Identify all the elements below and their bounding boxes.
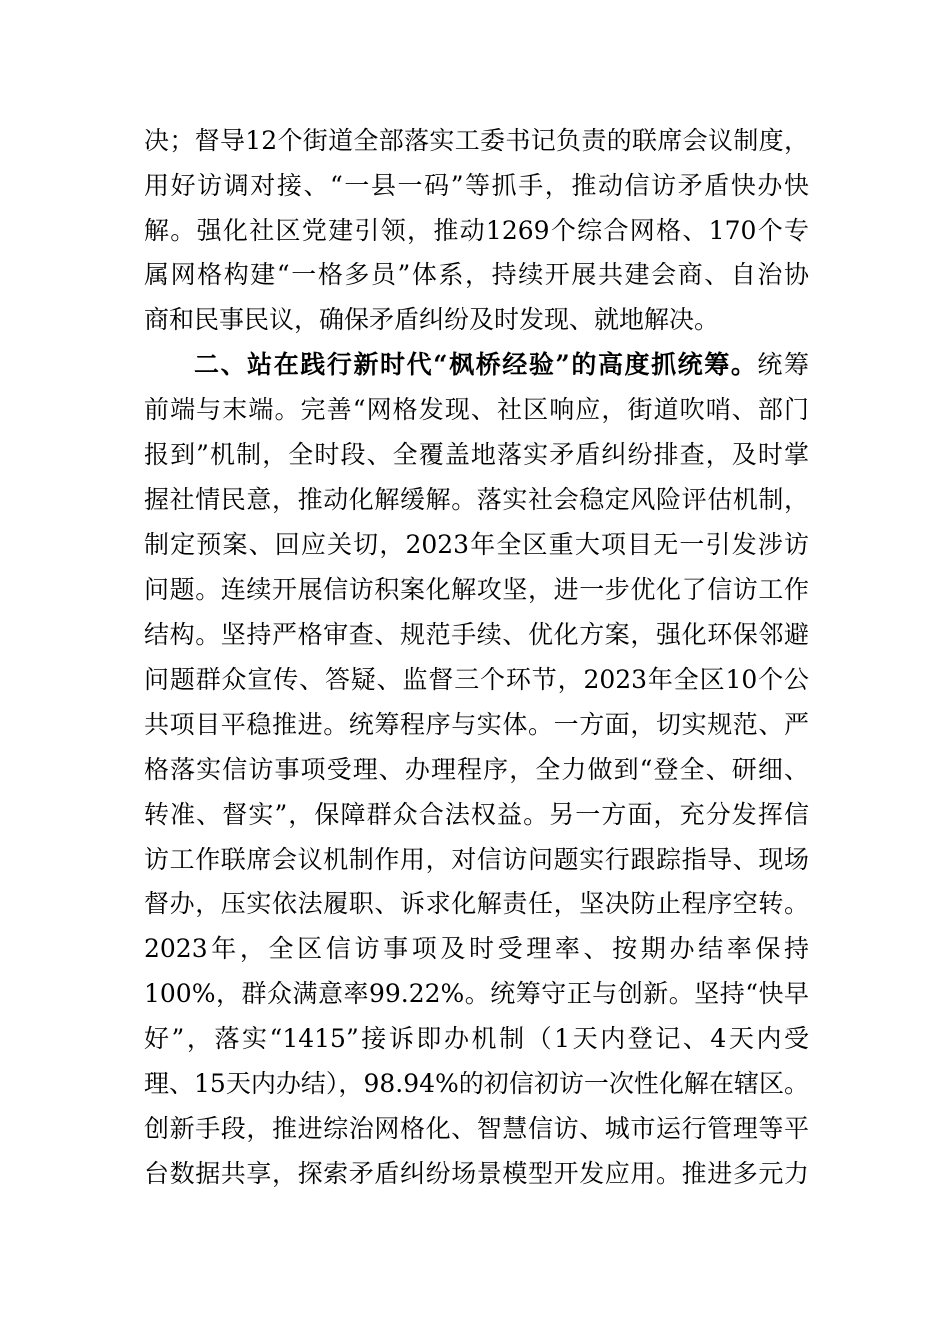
text-line: 结构。坚持严格审查、规范手续、优化方案，强化环保邻避 [144, 620, 809, 649]
text-line: 前端与末端。完善“网格发现、社区响应，街道吹哨、部门 [144, 395, 809, 424]
text-line: 问题。连续开展信访积案化解攻坚，进一步优化了信访工作 [144, 575, 809, 604]
text-line: 解。强化社区党建引领，推动1269个综合网格、170个专 [144, 216, 809, 245]
text-line: 商和民事民议，确保矛盾纠纷及时发现、就地解决。 [144, 305, 720, 334]
text-line: 创新手段，推进综治网格化、智慧信访、城市运行管理等平 [144, 1114, 809, 1143]
text-line: 转准、督实”，保障群众合法权益。另一方面，充分发挥信 [144, 800, 809, 829]
text-line: 用好访调对接、“一县一码”等抓手，推动信访矛盾快办快 [144, 171, 809, 200]
text-line: 决；督导12个街道全部落实工委书记负责的联席会议制度， [144, 126, 809, 155]
text-line: 共项目平稳推进。统筹程序与实体。一方面，切实规范、严 [144, 710, 809, 739]
section-heading: 二、站在践行新时代“枫桥经验”的高度抓统筹。 [194, 350, 758, 379]
text-line: 制定预案、回应关切，2023年全区重大项目无一引发涉访 [144, 530, 809, 559]
text-line: 好”，落实“1415”接诉即办机制（1天内登记、4天内受 [144, 1024, 809, 1053]
text-line: 100%，群众满意率99.22%。统筹守正与创新。坚持“快早 [144, 979, 809, 1008]
text-line: 握社情民意，推动化解缓解。落实社会稳定风险评估机制， [144, 485, 809, 514]
text-line: 台数据共享，探索矛盾纠纷场景模型开发应用。推进多元力 [144, 1159, 809, 1188]
text-line: 督办，压实依法履职、诉求化解责任，坚决防止程序空转。 [144, 889, 809, 918]
text-line: 属网格构建“一格多员”体系，持续开展共建会商、自治协 [144, 260, 809, 289]
text-line: 格落实信访事项受理、办理程序，全力做到“登全、研细、 [144, 755, 809, 784]
text-line: 访工作联席会议机制作用，对信访问题实行跟踪指导、现场 [144, 845, 809, 874]
text-line: 问题群众宣传、答疑、监督三个环节，2023年全区10个公 [144, 665, 809, 694]
heading-continuation: 统筹 [757, 350, 809, 379]
text-line: 理、15天内办结），98.94%的初信初访一次性化解在辖区。 [144, 1069, 809, 1098]
text-line: 报到”机制，全时段、全覆盖地落实矛盾纠纷排查，及时掌 [144, 440, 809, 469]
text-line: 2023年，全区信访事项及时受理率、按期办结率保持 [144, 934, 809, 963]
section-heading-line [194, 343, 809, 387]
